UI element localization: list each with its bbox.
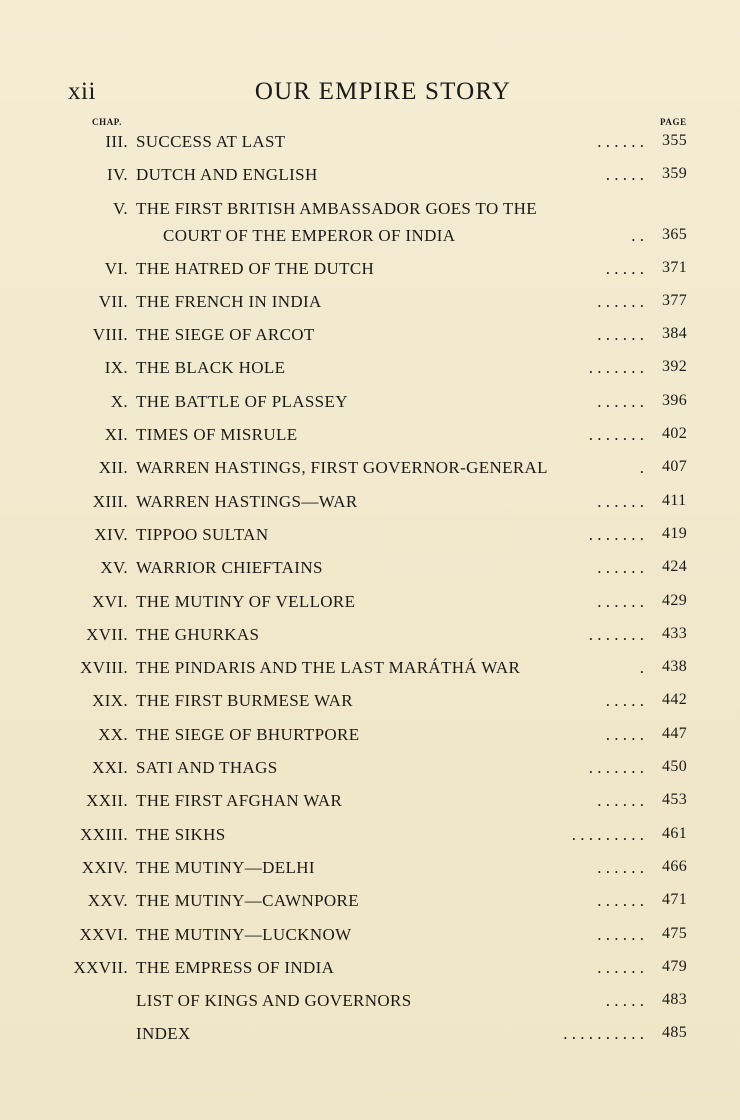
chapter-number: XVI. (92, 591, 128, 611)
leader-dots: . . . . . . (597, 591, 644, 611)
leader-dots: . . . . . . (597, 491, 644, 511)
toc-entry (0, 554, 740, 587)
toc-entry (0, 1020, 740, 1053)
toc-entry (0, 454, 740, 487)
chapter-title: THE MUTINY—LUCKNOW (136, 924, 352, 944)
chapter-title: LIST OF KINGS AND GOVERNORS (136, 991, 412, 1011)
toc-entry (0, 255, 740, 288)
page-ref: 402 (662, 425, 688, 443)
leader-dots: . . . . . . (597, 957, 644, 977)
chapter-number: XXIII. (80, 824, 128, 844)
toc-entry (0, 388, 740, 421)
chapter-number: XXIV. (81, 857, 128, 877)
leader-dots: . . . . . (605, 258, 644, 278)
chapter-number: XXI. (92, 758, 128, 778)
page-ref: 424 (662, 558, 688, 576)
page-ref: 479 (662, 957, 688, 975)
page-ref: 429 (662, 591, 688, 609)
toc-entry (0, 654, 740, 687)
toc-entry (0, 161, 740, 194)
leader-dots: . . . . . (605, 991, 644, 1011)
chapter-number: VII. (98, 291, 128, 311)
chapter-title: THE FIRST BURMESE WAR (136, 691, 353, 711)
chapter-number: X. (110, 391, 128, 411)
chapter-number: XIV. (94, 524, 128, 544)
chapter-number: XXV. (87, 891, 128, 911)
chapter-title: WARREN HASTINGS, FIRST GOVERNOR-GENERAL (136, 458, 548, 478)
page-ref: 475 (662, 924, 688, 942)
chapter-title: TIPPOO SULTAN (136, 524, 269, 544)
toc-entry (0, 821, 740, 854)
leader-dots: . (639, 458, 644, 478)
page-ref: 450 (662, 758, 688, 776)
toc-entry (0, 521, 740, 554)
chapter-title: THE BLACK HOLE (136, 358, 286, 378)
page-ref: 447 (662, 724, 688, 742)
toc-entry (0, 687, 740, 720)
page-ref: 396 (662, 391, 688, 409)
leader-dots: . . . . . . . (588, 358, 644, 378)
toc-entry (0, 195, 740, 255)
page-column-label: PAGE (660, 117, 687, 127)
running-title: OUR EMPIRE STORY (254, 78, 512, 105)
leader-dots: . . . . . . (597, 391, 644, 411)
toc-entry (0, 887, 740, 920)
toc-entry (0, 987, 740, 1020)
chapter-title: WARRIOR CHIEFTAINS (136, 558, 323, 578)
toc-entry (0, 321, 740, 354)
toc-entry (0, 854, 740, 887)
chapter-number: XX. (98, 724, 128, 744)
chapter-number: XV. (100, 558, 128, 578)
toc-entry (0, 721, 740, 754)
chapter-number: XVII. (86, 624, 128, 644)
leader-dots: . . . . . . (597, 325, 644, 345)
toc-entry (0, 421, 740, 454)
page-number: xii (68, 78, 96, 105)
page-ref: 392 (662, 358, 688, 376)
chapter-number: XXII. (86, 791, 128, 811)
chapter-number: III. (105, 132, 128, 151)
chapter-title: THE GHURKAS (136, 624, 260, 644)
toc-entry (0, 621, 740, 654)
page-ref: 433 (662, 624, 688, 642)
toc-entry (0, 288, 740, 321)
page-ref: 466 (662, 857, 688, 875)
toc-entry (0, 921, 740, 954)
leader-dots: . (639, 658, 644, 678)
page-ref: 419 (662, 524, 688, 542)
chapter-title: THE SIEGE OF BHURTPORE (136, 724, 360, 744)
chapter-column-label: CHAP. (92, 117, 122, 127)
chapter-title: TIMES OF MISRULE (136, 425, 298, 445)
chapter-title: THE MUTINY—DELHI (136, 857, 315, 877)
chapter-title: THE PINDARIS AND THE LAST MARÁTHÁ WAR (136, 658, 521, 678)
chapter-number: V. (112, 198, 128, 218)
toc-entry (0, 588, 740, 621)
leader-dots: . . . . . . (597, 791, 644, 811)
page-ref: 407 (662, 458, 688, 476)
leader-dots: . . . . . (605, 724, 644, 744)
toc-entry (0, 354, 740, 387)
toc-entry (0, 754, 740, 787)
leader-dots: . . . . . . (597, 857, 644, 877)
page-ref: 438 (662, 658, 688, 676)
page-ref: 483 (662, 991, 688, 1009)
chapter-number: VIII. (92, 325, 128, 345)
chapter-number: XXVII. (73, 957, 128, 977)
toc-entry (0, 128, 740, 161)
page-ref: 371 (662, 258, 688, 276)
page-ref: 365 (662, 225, 688, 243)
chapter-title: THE SIKHS (136, 824, 226, 844)
leader-dots: . . . . . . . (588, 524, 644, 544)
chapter-number: IX. (104, 358, 128, 378)
chapter-number: XII. (98, 458, 128, 478)
chapter-number: XIX. (92, 691, 128, 711)
leader-dots: . . (631, 225, 644, 245)
chapter-number: VI. (104, 258, 128, 278)
leader-dots: . . . . . . (597, 924, 644, 944)
page-ref: 485 (662, 1024, 688, 1042)
chapter-title: INDEX (136, 1024, 191, 1044)
chapter-number: XXVI. (79, 924, 128, 944)
chapter-title: SUCCESS AT LAST (136, 132, 286, 151)
leader-dots: . . . . . . (597, 891, 644, 911)
page-ref: 359 (662, 165, 688, 183)
chapter-title: THE FIRST AFGHAN WAR (136, 791, 343, 811)
chapter-title: SATI AND THAGS (136, 758, 278, 778)
page-ref: 442 (662, 691, 688, 709)
toc-entry (0, 954, 740, 987)
chapter-title: DUTCH AND ENGLISH (136, 165, 318, 185)
table-of-contents (0, 128, 740, 1054)
leader-dots: . . . . . . (597, 132, 644, 151)
chapter-title: THE MUTINY OF VELLORE (136, 591, 356, 611)
chapter-title: THE FRENCH IN INDIA (136, 291, 322, 311)
leader-dots: . . . . . . . (588, 758, 644, 778)
chapter-title: THE BATTLE OF PLASSEY (136, 391, 348, 411)
leader-dots: . . . . . (605, 165, 644, 185)
page-ref: 384 (662, 325, 688, 343)
page-ref: 461 (662, 824, 688, 842)
toc-entry (0, 787, 740, 820)
chapter-title: WARREN HASTINGS—WAR (136, 491, 358, 511)
leader-dots: . . . . . . (597, 291, 644, 311)
chapter-title: THE FIRST BRITISH AMBASSADOR GOES TO THE (136, 198, 537, 218)
chapter-number: XVIII. (80, 658, 128, 678)
chapter-title: THE MUTINY—CAWNPORE (136, 891, 359, 911)
page-ref: 471 (662, 891, 688, 909)
page-ref: 411 (662, 491, 687, 509)
chapter-title-continued: COURT OF THE EMPEROR OF INDIA (163, 225, 456, 245)
page-ref: 453 (662, 791, 688, 809)
chapter-number: XI. (104, 425, 128, 445)
leader-dots: . . . . . . . . . . (563, 1024, 644, 1044)
toc-entry (0, 488, 740, 521)
page-ref: 377 (662, 291, 688, 309)
leader-dots: . . . . . . . (588, 425, 644, 445)
leader-dots: . . . . . . . (588, 624, 644, 644)
chapter-number: IV. (106, 165, 128, 185)
chapter-title: THE EMPRESS OF INDIA (136, 957, 335, 977)
chapter-title: THE SIEGE OF ARCOT (136, 325, 315, 345)
chapter-title: THE HATRED OF THE DUTCH (136, 258, 375, 278)
chapter-number: XIII. (92, 491, 128, 511)
page-ref: 355 (662, 132, 688, 149)
leader-dots: . . . . . . . . . (571, 824, 644, 844)
leader-dots: . . . . . . (597, 558, 644, 578)
leader-dots: . . . . . (605, 691, 644, 711)
